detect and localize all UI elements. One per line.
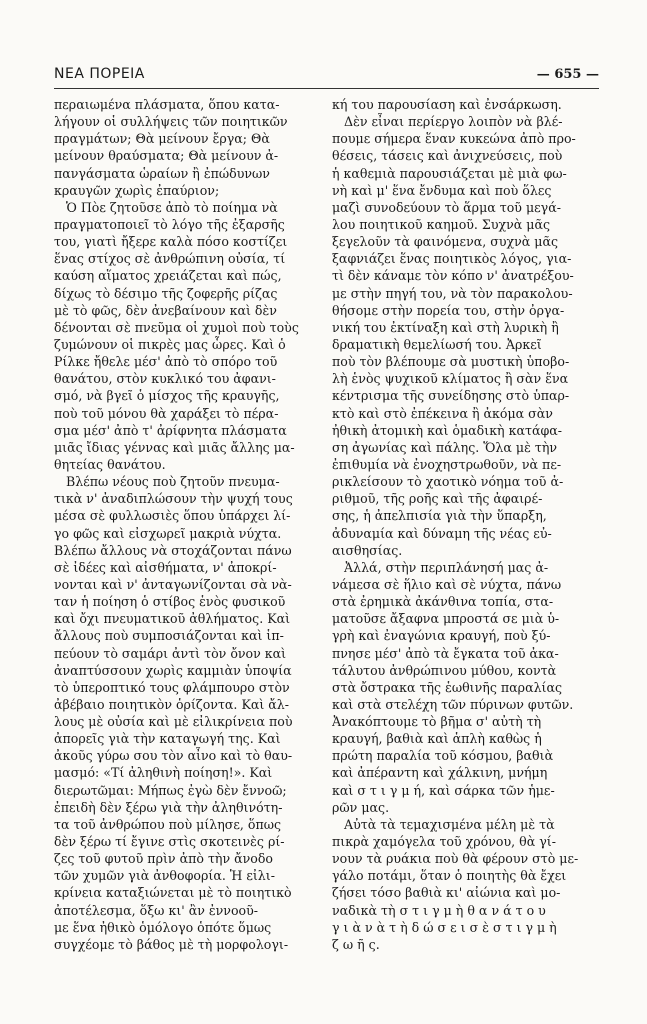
text-line: πανγάσματα ὡραίων ἢ ἐπώδυνων (54, 165, 270, 181)
text-line: σμα μέσ' ἀπὸ τ' ἀρίφνητα πλάσματα (54, 422, 287, 438)
text-line: θανάτου, στὸν κυκλικό του ἀφανι- (54, 371, 276, 387)
text-line: Ὁ Πὸε ζητοῦσε ἀπὸ τὸ ποίημα νὰ (66, 199, 278, 215)
text-line: ἀκοῦς γύρω σου τὸν αἶνο καὶ τὸ θαυ- (54, 748, 293, 764)
text-line: στὰ ἐρημικὰ ἀκάνθινα τοπία, στα- (332, 594, 554, 610)
text-line: ἕνας στίχος σὲ ἀνθρώπινη οὐσία, τί (54, 251, 286, 267)
text-line: ἀδυναμία καὶ δύναμη τῆς νέας εὐ- (332, 525, 552, 541)
text-line: σμό, νὰ βγεῖ ὁ μίσχος τῆς κραυγῆς, (54, 388, 280, 404)
text-line: γο φῶς καὶ εἰσχωρεῖ μακριὰ νύχτα. (54, 525, 282, 541)
text-line: περαιωμένα πλάσματα, ὅπου κατα- (54, 97, 280, 112)
text-line: τάλυτου ἀνθρώπινου μύθου, κοντὰ (332, 662, 557, 678)
text-line: ἐπιθυμία νὰ ἐνοχηστρωθοῦν, νὰ πε- (332, 456, 562, 472)
text-line: ποὺ τοῦ μόνου θὰ χαράξει τὸ πέρα- (54, 405, 279, 421)
text-line: Δὲν εἶναι περίεργο λοιπὸν νὰ βλέ- (344, 114, 563, 130)
journal-title: ΝΕΑ ΠΟΡΕΙΑ (54, 66, 145, 82)
text-line: μὲ τὸ φῶς, δὲν ἀνεβαίνουν καὶ δὲν (54, 302, 277, 318)
text-line: γ ι ὰ ν ὰ τ ὴ δ ώ σ ε ι σ ὲ σ τ ι γ μ ὴ (332, 919, 557, 935)
text-line: τὸ ὑπεροπτικό τους φλάμπουρο στὸν (54, 679, 290, 695)
text-line: πραγματοποιεῖ τὸ λόγο τῆς ἐξαρσῆς (54, 216, 285, 232)
text-line: μέσα σὲ φυλλωσιὲς ὅπου ὑπάρχει λί- (54, 508, 291, 524)
text-line: λου ποιητικοῦ καημοῦ. Συχνὰ μᾶς (332, 216, 551, 232)
text-line: Βλέπω νέους ποὺ ζητοῦν πνευμα- (66, 474, 280, 490)
text-line: ἀποτέλεσμα, ὅξω κι' ἂν ἐννοοῦ- (54, 902, 259, 918)
text-line: θήσομε στὴν πορεία του, στὴν ὀργα- (332, 302, 565, 318)
text-line: με στὴν πηγή του, νὰ τὸν παρακολου- (332, 285, 573, 301)
text-line: δὲν ξέρω τί ἔγινε στὶς σκοτεινὲς ρί- (54, 834, 285, 850)
text-line: ξαφνιάζει ἕνας ποιητικὸς λόγος, για- (332, 251, 572, 267)
text-line: Ἀλλά, στὴν περιπλάνησή μας ἀ- (344, 559, 549, 575)
text-line: κή του παρουσίαση καὶ ἐνσάρκωση. (332, 97, 562, 112)
text-line: νουν τὰ ρυάκια ποὺ θὰ φέρουν στὸ με- (332, 851, 579, 867)
text-line: κραυγῶν χωρὶς ἐπαύριον; (54, 182, 220, 198)
text-line: ζες τοῦ φυτοῦ πρὶν ἀπὸ τὴν ἄνοδο (54, 851, 274, 867)
text-line: δένονται σὲ πνεῦμα οἱ χυμοὶ ποὺ τοὺς (54, 319, 299, 335)
text-line: πεύουν τὸ σαμάρι ἀντὶ τὸν ὄνον καὶ (54, 645, 287, 661)
text-line: κτὸ καὶ στὸ ἐπέκεινα ἢ ἀκόμα σὰν (332, 405, 553, 421)
text-line: ξεγελοῦν τὰ φαινόμενα, συχνὰ μᾶς (332, 234, 559, 250)
text-line: ρικλείσουν τὸ χαοτικὸ νόημα τοῦ ἀ- (332, 474, 564, 490)
text-column-right (332, 96, 598, 953)
text-line: πρώτη παραλία τοῦ κόσμου, βαθιὰ (332, 748, 554, 764)
text-line: νική του ἐκτίναξη καὶ στὴ λυρικὴ ἢ (332, 319, 559, 335)
text-line: γρὴ καὶ ἐναγώνια κραυγή, ποὺ ξύ- (332, 628, 551, 644)
text-line: καὶ στὰ στελέχη τῶν πύρινων φυτῶν. (332, 696, 574, 712)
text-line: πικρὰ χαμόγελα τοῦ χρόνου, θὰ γί- (332, 834, 556, 850)
text-line: σὲ ἰδέες καὶ αἰσθήματα, ν' ἀποκρί- (54, 559, 277, 575)
text-line: κέντρισμα τῆς συνείδησης στὸ ὑπαρ- (332, 388, 570, 404)
text-line: δίχως τὸ δέσιμο τῆς ζοφερῆς ρίζας (54, 285, 278, 301)
text-line: λους μὲ οὐσία καὶ μὲ εἰλικρίνεια ποὺ (54, 714, 293, 730)
text-line: μείνουν θραύσματα; Θὰ μείνουν ἀ- (54, 148, 279, 164)
text-line: ἀπορεῖς γιὰ τὴν καταγωγή της. Καὶ (54, 731, 281, 747)
text-line: ζ ω ῆ ς. (332, 936, 380, 952)
text-line: σης, ἡ ἀπελπισία γιὰ τὴν ὕπαρξη, (332, 508, 547, 524)
text-line: ζυμώνουν οἱ πικρὲς μας ὧρες. Καὶ ὁ (54, 336, 286, 352)
text-line: κρίνεια καταξιώνεται μὲ τὸ ποιητικὸ (54, 885, 292, 901)
text-line: μασμό: «Τί ἀληθινὴ ποίηση!». Καὶ (54, 765, 273, 781)
text-line: νονται καὶ ν' ἀνταγωνίζονται σὰ νὰ- (54, 576, 292, 592)
text-line: ναδικὰ τὴ σ τ ι γ μ ὴ θ α ν ά τ ο υ (332, 902, 546, 918)
text-line: στὰ ὄστρακα τῆς ἑωθινῆς παραλίας (332, 679, 563, 695)
text-line: θητείας θανάτου. (54, 456, 166, 472)
text-line: Αὐτὰ τὰ τεμαχισμένα μέλη μὲ τὰ (344, 816, 555, 832)
text-line: καὶ ἀπέραντη καὶ χάλκινη, μνήμη (332, 765, 548, 781)
text-line: μιᾶς ἴδιας γέννας καὶ μιᾶς ἄλλης μα- (54, 439, 295, 455)
text-line: αισθησίας. (332, 542, 403, 558)
text-line: πουμε σήμερα ἕναν κυκεώνα ἀπὸ προ- (332, 131, 576, 147)
text-line: ἐπειδὴ δὲν ξέρω γιὰ τὴν ἀληθινότη- (54, 799, 283, 815)
text-line: ἀναπτύσσουν χωρὶς καμμιὰν ὑποψία (54, 662, 292, 678)
text-column-left (54, 96, 320, 953)
text-line: νὴ καὶ μ' ἕνα ἔνδυμα καὶ ποὺ ὅλες (332, 182, 552, 198)
text-line: λήγουν οἱ συλλήψεις τῶν ποιητικῶν (54, 114, 288, 130)
text-line: τῶν χυμῶν γιὰ ἀνθοφορία. Ἡ εἰλι- (54, 868, 275, 884)
text-line: καὶ ὄχι πνευματικοῦ ἀθλήματος. Καὶ (54, 611, 291, 627)
text-line: μαζὶ συνοδεύουν τὸ ἅρμα τοῦ μεγά- (332, 199, 561, 215)
text-line: πραγμάτων; Θὰ μείνουν ἔργα; Θὰ (54, 131, 270, 147)
text-line: τικὰ ν' ἀναδιπλώσουν τὴν ψυχή τους (54, 491, 293, 507)
text-line: ριθμοῦ, τῆς ροῆς καὶ τῆς ἀφαιρέ- (332, 491, 543, 507)
text-line: καὶ σ τ ι γ μ ή, καὶ σάρκα τῶν ἡμε- (332, 782, 555, 798)
text-line: ἄλλους ποὺ συμποσιάζονται καὶ ἱπ- (54, 628, 284, 644)
running-header (54, 60, 599, 82)
text-line: διερωτῶμαι: Μήπως ἐγὼ δὲν ἔννοῶ; (54, 782, 287, 798)
text-line: ζήσει τόσο βαθιὰ κι' αἰώνια καὶ μο- (332, 885, 561, 901)
text-line: ἡ καθεμιὰ παρουσιάζεται μὲ μιὰ φω- (332, 165, 567, 181)
text-line: με ἕνα ἠθικὸ ὁμόλογο ὁπότε ὅμως (54, 919, 272, 935)
text-line: Ἀνακόπτουμε τὸ βῆμα σ' αὐτὴ τὴ (332, 714, 542, 730)
text-line: ρῶν μας. (332, 799, 390, 815)
text-line: Ρίλκε ἤθελε μέσ' ἀπὸ τὸ σπόρο τοῦ (54, 354, 278, 370)
text-line: τα τοῦ ἀνθρώπου ποὺ μίλησε, ὅπως (54, 816, 282, 832)
text-line: ἀβέβαιο ποιητικὸν ὁρίζοντα. Καὶ ἄλ- (54, 696, 290, 712)
text-line: Βλέπω ἄλλους νὰ στοχάζονται πάνω (54, 542, 292, 558)
page-number: — 655 — (536, 67, 599, 82)
text-line: θέσεις, τάσεις καὶ ἀνιχνεύσεις, ποὺ (332, 148, 563, 164)
text-line: δραματικὴ θεμελίωσή του. Ἀρκεῖ (332, 336, 542, 352)
text-line: ματοῦσε ἄξαφνα μπροστά σε μιὰ ὑ- (332, 611, 560, 627)
text-line: ταν ἡ ποίηση ὁ στίβος ἑνὸς φυσικοῦ (54, 594, 286, 610)
text-line: κραυγή, βαθιὰ καὶ ἁπλὴ καθὼς ἡ (332, 731, 542, 747)
text-line: καύση αἵματος χρειάζεται καὶ πώς, (54, 268, 282, 284)
text-line: ση ἀγωνίας καὶ πάλης. Ὅλα μὲ τὴν (332, 439, 558, 455)
text-line: ποὺ τὸν βλέπουμε σὰ μυστικὴ ὑποβο- (332, 354, 570, 370)
text-line: νάμεσα σὲ ἥλιο καὶ σὲ νύχτα, πάνω (332, 576, 562, 592)
text-line: συγχέομε τὸ βάθος μὲ τὴ μορφολογι- (54, 936, 289, 952)
text-line: πνησε μέσ' ἀπὸ τὰ ἔγκατα τοῦ ἀκα- (332, 645, 559, 661)
text-line: ἠθικὴ ἀτομικὴ καὶ ὁμαδικὴ κατάφα- (332, 422, 563, 438)
text-line: λὴ ἑνὸς ψυχικοῦ κλίματος ἢ σὰν ἕνα (332, 371, 569, 387)
header-rule (54, 88, 599, 89)
text-line: του, γιατὶ ἤξερε καλὰ πόσο κοστίζει (54, 234, 288, 250)
text-line: τὶ δὲν κάναμε τὸν κόπο ν' ἀνατρέξου- (332, 268, 574, 284)
text-line: γάλο ποτάμι, ὅταν ὁ ποιητὴς θὰ ἔχει (332, 868, 567, 884)
